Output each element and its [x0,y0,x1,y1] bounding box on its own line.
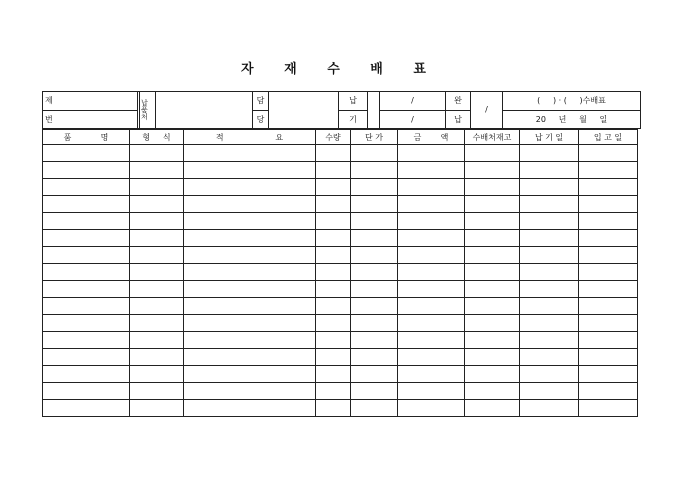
table-row [43,230,638,247]
table-cell[interactable] [184,366,316,383]
table-cell[interactable] [465,349,520,366]
items-table [42,129,638,417]
table-cell[interactable] [520,162,579,179]
col-item: 품 명 [43,130,130,145]
table-cell[interactable] [316,281,351,298]
table-cell[interactable] [579,315,638,332]
table-cell[interactable] [43,315,130,332]
table-cell[interactable] [130,264,184,281]
table-cell[interactable] [351,213,398,230]
table-cell[interactable] [184,230,316,247]
manager-field[interactable] [269,92,339,129]
table-cell[interactable] [398,281,465,298]
table-cell[interactable] [398,247,465,264]
table-cell[interactable] [520,349,579,366]
table-cell[interactable] [351,400,398,417]
table-row [43,366,638,383]
table-cell[interactable] [130,400,184,417]
table-cell[interactable] [398,315,465,332]
table-cell[interactable] [465,145,520,162]
table-cell[interactable] [579,145,638,162]
table-cell[interactable] [520,230,579,247]
table-cell[interactable] [465,230,520,247]
number-label-top: 제 [43,92,138,111]
table-cell[interactable] [579,162,638,179]
table-cell[interactable] [316,315,351,332]
complete-date[interactable]: / [471,92,503,129]
table-cell[interactable] [579,298,638,315]
form-title: 자 재 수 배 표 [241,62,439,77]
table-cell[interactable] [520,298,579,315]
table-cell[interactable] [398,179,465,196]
table-cell[interactable] [130,298,184,315]
table-cell[interactable] [316,196,351,213]
table-cell[interactable] [351,366,398,383]
table-cell[interactable] [351,298,398,315]
header-table [42,91,641,129]
table-cell[interactable] [43,281,130,298]
table-cell[interactable] [579,196,638,213]
table-cell[interactable] [316,366,351,383]
due-label-bottom: 기 [339,111,368,129]
table-cell[interactable] [184,213,316,230]
table-cell[interactable] [579,349,638,366]
table-cell[interactable] [579,213,638,230]
complete-label-bottom: 납 [446,111,471,129]
table-cell[interactable] [130,332,184,349]
table-cell[interactable] [184,162,316,179]
table-cell[interactable] [184,196,316,213]
table-cell[interactable] [465,315,520,332]
table-row [43,400,638,417]
table-cell[interactable] [130,349,184,366]
supplier-label: 납 품 처 [140,92,156,129]
table-row [43,264,638,281]
table-cell[interactable] [579,230,638,247]
table-cell[interactable] [316,349,351,366]
table-cell[interactable] [579,383,638,400]
table-cell[interactable] [398,213,465,230]
date-line: 20 년 월 일 [503,111,641,129]
table-cell[interactable] [130,366,184,383]
col-amount: 금 액 [398,130,465,145]
col-summary: 적 요 [184,130,316,145]
due-date-1[interactable]: / [380,92,446,111]
table-cell[interactable] [520,315,579,332]
table-cell[interactable] [465,213,520,230]
table-row [43,383,638,400]
table-cell[interactable] [465,264,520,281]
table-row [43,315,638,332]
table-cell[interactable] [351,145,398,162]
table-cell[interactable] [579,281,638,298]
table-cell[interactable] [351,162,398,179]
table-cell[interactable] [316,179,351,196]
table-cell[interactable] [130,162,184,179]
number-label-bottom: 번 [43,111,138,129]
table-cell[interactable] [43,230,130,247]
table-row [43,179,638,196]
table-cell[interactable] [184,298,316,315]
table-cell[interactable] [465,162,520,179]
table-cell[interactable] [130,145,184,162]
table-cell[interactable] [465,298,520,315]
table-cell[interactable] [316,145,351,162]
table-cell[interactable] [520,281,579,298]
table-cell[interactable] [43,332,130,349]
table-cell[interactable] [579,179,638,196]
table-cell[interactable] [465,179,520,196]
table-cell[interactable] [316,298,351,315]
table-cell[interactable] [398,196,465,213]
table-cell[interactable] [351,315,398,332]
table-cell[interactable] [351,383,398,400]
table-cell[interactable] [465,332,520,349]
table-cell[interactable] [351,332,398,349]
table-cell[interactable] [398,298,465,315]
table-cell[interactable] [465,247,520,264]
table-cell[interactable] [43,349,130,366]
table-cell[interactable] [351,179,398,196]
table-row [43,213,638,230]
table-cell[interactable] [579,366,638,383]
table-cell[interactable] [316,264,351,281]
col-qty: 수량 [316,130,351,145]
table-cell[interactable] [398,349,465,366]
table-cell[interactable] [130,281,184,298]
col-unit-price: 단 가 [351,130,398,145]
table-cell[interactable] [398,383,465,400]
table-cell[interactable] [43,145,130,162]
table-row [43,162,638,179]
table-cell[interactable] [184,400,316,417]
table-cell[interactable] [43,179,130,196]
table-cell[interactable] [184,281,316,298]
table-cell[interactable] [130,230,184,247]
table-cell[interactable] [398,145,465,162]
table-cell[interactable] [465,196,520,213]
table-cell[interactable] [520,383,579,400]
table-cell[interactable] [316,247,351,264]
table-cell[interactable] [398,332,465,349]
table-cell[interactable] [43,162,130,179]
table-cell[interactable] [351,349,398,366]
col-spec: 형 식 [130,130,184,145]
table-cell[interactable] [351,247,398,264]
table-row [43,196,638,213]
table-cell[interactable] [465,383,520,400]
item-rows [43,145,638,417]
table-cell[interactable] [43,196,130,213]
table-cell[interactable] [43,298,130,315]
table-cell[interactable] [465,400,520,417]
table-cell[interactable] [43,366,130,383]
table-cell[interactable] [184,315,316,332]
table-cell[interactable] [130,179,184,196]
col-stock: 수배처재고 [465,130,520,145]
table-cell[interactable] [579,332,638,349]
table-cell[interactable] [316,230,351,247]
table-cell[interactable] [184,383,316,400]
table-cell[interactable] [43,213,130,230]
table-cell[interactable] [520,179,579,196]
table-row [43,145,638,162]
complete-label-top: 완 [446,92,471,111]
table-cell[interactable] [398,264,465,281]
table-cell[interactable] [520,247,579,264]
table-cell[interactable] [130,196,184,213]
manager-label-top: 담 [253,92,269,111]
table-row [43,281,638,298]
table-cell[interactable] [43,383,130,400]
table-row [43,332,638,349]
table-cell[interactable] [579,400,638,417]
table-cell[interactable] [130,315,184,332]
due-date-2[interactable]: / [380,111,446,129]
table-cell[interactable] [184,332,316,349]
table-cell[interactable] [520,400,579,417]
order-line: ( ) · ( )수배표 [503,92,641,111]
table-cell[interactable] [43,264,130,281]
table-cell[interactable] [130,247,184,264]
table-cell[interactable] [184,264,316,281]
table-cell[interactable] [520,366,579,383]
table-cell[interactable] [579,264,638,281]
table-cell[interactable] [184,247,316,264]
table-cell[interactable] [520,332,579,349]
table-cell[interactable] [398,162,465,179]
table-cell[interactable] [465,366,520,383]
table-cell[interactable] [184,349,316,366]
table-row [43,247,638,264]
table-cell[interactable] [520,145,579,162]
table-cell[interactable] [43,247,130,264]
table-cell[interactable] [520,213,579,230]
supplier-field[interactable] [156,92,253,129]
table-cell[interactable] [316,213,351,230]
manager-label-bottom: 당 [253,111,269,129]
col-receipt-date: 입 고 일 [579,130,638,145]
table-cell[interactable] [130,383,184,400]
table-cell[interactable] [351,281,398,298]
table-cell[interactable] [316,383,351,400]
table-cell[interactable] [351,196,398,213]
due-label-top: 납 [339,92,368,111]
table-cell[interactable] [398,366,465,383]
table-cell[interactable] [351,230,398,247]
table-cell[interactable] [43,400,130,417]
table-cell[interactable] [316,400,351,417]
table-cell[interactable] [316,332,351,349]
table-cell[interactable] [520,264,579,281]
table-cell[interactable] [351,264,398,281]
table-cell[interactable] [520,196,579,213]
table-row [43,298,638,315]
table-cell[interactable] [184,179,316,196]
table-cell[interactable] [184,145,316,162]
table-cell[interactable] [398,400,465,417]
col-due-date: 납 기 일 [520,130,579,145]
table-cell[interactable] [579,247,638,264]
table-cell[interactable] [398,230,465,247]
table-cell[interactable] [316,162,351,179]
table-cell[interactable] [465,281,520,298]
table-row [43,349,638,366]
table-cell[interactable] [130,213,184,230]
